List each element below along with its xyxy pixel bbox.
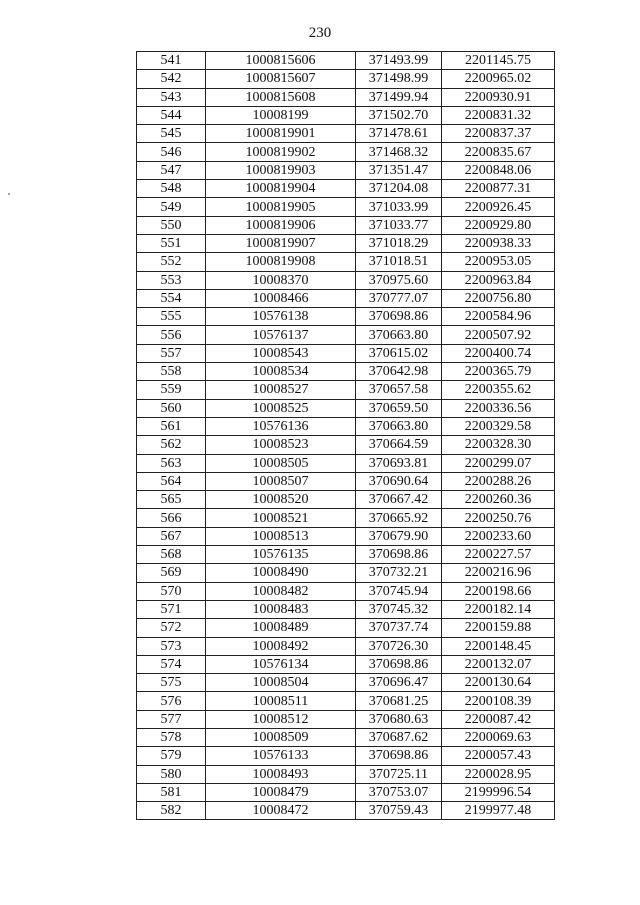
y-coordinate-cell: 2200328.30	[442, 436, 555, 454]
row-index-cell: 547	[137, 161, 206, 179]
table-row	[137, 399, 555, 417]
y-coordinate-cell: 2200148.45	[442, 637, 555, 655]
x-coordinate-cell: 370745.32	[356, 600, 442, 618]
point-id-cell: 10576133	[206, 747, 356, 765]
table-row	[137, 674, 555, 692]
point-id-cell: 10008509	[206, 728, 356, 746]
table-row	[137, 161, 555, 179]
x-coordinate-cell: 370615.02	[356, 344, 442, 362]
table-row	[137, 125, 555, 143]
point-id-cell: 10008489	[206, 619, 356, 637]
table-row	[137, 783, 555, 801]
row-index-cell: 541	[137, 52, 206, 70]
row-index-cell: 549	[137, 198, 206, 216]
row-index-cell: 545	[137, 125, 206, 143]
table-row	[137, 344, 555, 362]
row-index-cell: 568	[137, 546, 206, 564]
point-id-cell: 1000815608	[206, 88, 356, 106]
x-coordinate-cell: 370663.80	[356, 417, 442, 435]
row-index-cell: 569	[137, 564, 206, 582]
row-index-cell: 562	[137, 436, 206, 454]
table-row	[137, 619, 555, 637]
table-row	[137, 802, 555, 820]
y-coordinate-cell: 2200159.88	[442, 619, 555, 637]
y-coordinate-cell: 2200216.96	[442, 564, 555, 582]
point-id-cell: 10008521	[206, 509, 356, 527]
point-id-cell: 10008525	[206, 399, 356, 417]
y-coordinate-cell: 2200233.60	[442, 527, 555, 545]
point-id-cell: 10576138	[206, 308, 356, 326]
row-index-cell: 564	[137, 472, 206, 490]
y-coordinate-cell: 2200108.39	[442, 692, 555, 710]
table-row	[137, 88, 555, 106]
point-id-cell: 10008507	[206, 472, 356, 490]
table-row	[137, 527, 555, 545]
table-row	[137, 363, 555, 381]
coordinates-table-body	[137, 52, 555, 820]
point-id-cell: 10008511	[206, 692, 356, 710]
row-index-cell: 578	[137, 728, 206, 746]
table-row	[137, 271, 555, 289]
x-coordinate-cell: 370696.47	[356, 674, 442, 692]
table-row	[137, 180, 555, 198]
y-coordinate-cell: 2199977.48	[442, 802, 555, 820]
table-row	[137, 692, 555, 710]
coordinates-table	[136, 51, 555, 820]
point-id-cell: 10008492	[206, 637, 356, 655]
y-coordinate-cell: 2200182.14	[442, 600, 555, 618]
x-coordinate-cell: 370745.94	[356, 582, 442, 600]
x-coordinate-cell: 370698.86	[356, 546, 442, 564]
x-coordinate-cell: 370663.80	[356, 326, 442, 344]
x-coordinate-cell: 370693.81	[356, 454, 442, 472]
y-coordinate-cell: 2200926.45	[442, 198, 555, 216]
table-row	[137, 198, 555, 216]
row-index-cell: 571	[137, 600, 206, 618]
table-row	[137, 143, 555, 161]
table-row	[137, 637, 555, 655]
scan-speck	[8, 193, 10, 195]
row-index-cell: 550	[137, 216, 206, 234]
point-id-cell: 10008466	[206, 289, 356, 307]
table-row	[137, 381, 555, 399]
table-row	[137, 747, 555, 765]
point-id-cell: 10008523	[206, 436, 356, 454]
x-coordinate-cell: 370753.07	[356, 783, 442, 801]
point-id-cell: 10008513	[206, 527, 356, 545]
table-row	[137, 564, 555, 582]
x-coordinate-cell: 370737.74	[356, 619, 442, 637]
row-index-cell: 561	[137, 417, 206, 435]
point-id-cell: 10008483	[206, 600, 356, 618]
point-id-cell: 1000819902	[206, 143, 356, 161]
table-row	[137, 417, 555, 435]
row-index-cell: 555	[137, 308, 206, 326]
x-coordinate-cell: 370777.07	[356, 289, 442, 307]
y-coordinate-cell: 2200837.37	[442, 125, 555, 143]
y-coordinate-cell: 2200069.63	[442, 728, 555, 746]
row-index-cell: 552	[137, 253, 206, 271]
y-coordinate-cell: 2200130.64	[442, 674, 555, 692]
y-coordinate-cell: 2200288.26	[442, 472, 555, 490]
table-row	[137, 655, 555, 673]
y-coordinate-cell: 2200953.05	[442, 253, 555, 271]
row-index-cell: 565	[137, 491, 206, 509]
row-index-cell: 543	[137, 88, 206, 106]
x-coordinate-cell: 370659.50	[356, 399, 442, 417]
x-coordinate-cell: 371502.70	[356, 106, 442, 124]
x-coordinate-cell: 371033.99	[356, 198, 442, 216]
x-coordinate-cell: 371033.77	[356, 216, 442, 234]
x-coordinate-cell: 370698.86	[356, 308, 442, 326]
y-coordinate-cell: 2200963.84	[442, 271, 555, 289]
table-row	[137, 710, 555, 728]
table-row	[137, 582, 555, 600]
row-index-cell: 573	[137, 637, 206, 655]
y-coordinate-cell: 2200930.91	[442, 88, 555, 106]
point-id-cell: 1000819907	[206, 234, 356, 252]
point-id-cell: 10576136	[206, 417, 356, 435]
row-index-cell: 559	[137, 381, 206, 399]
table-row	[137, 234, 555, 252]
x-coordinate-cell: 370667.42	[356, 491, 442, 509]
table-row	[137, 70, 555, 88]
table-row	[137, 308, 555, 326]
point-id-cell: 10008505	[206, 454, 356, 472]
x-coordinate-cell: 371499.94	[356, 88, 442, 106]
y-coordinate-cell: 2200028.95	[442, 765, 555, 783]
y-coordinate-cell: 2200250.76	[442, 509, 555, 527]
point-id-cell: 1000819903	[206, 161, 356, 179]
x-coordinate-cell: 371018.29	[356, 234, 442, 252]
row-index-cell: 553	[137, 271, 206, 289]
row-index-cell: 567	[137, 527, 206, 545]
row-index-cell: 582	[137, 802, 206, 820]
y-coordinate-cell: 2200831.32	[442, 106, 555, 124]
table-row	[137, 491, 555, 509]
row-index-cell: 566	[137, 509, 206, 527]
x-coordinate-cell: 370642.98	[356, 363, 442, 381]
x-coordinate-cell: 370759.43	[356, 802, 442, 820]
row-index-cell: 580	[137, 765, 206, 783]
row-index-cell: 570	[137, 582, 206, 600]
row-index-cell: 542	[137, 70, 206, 88]
point-id-cell: 1000815606	[206, 52, 356, 70]
table-row	[137, 472, 555, 490]
row-index-cell: 551	[137, 234, 206, 252]
y-coordinate-cell: 2200329.58	[442, 417, 555, 435]
row-index-cell: 546	[137, 143, 206, 161]
row-index-cell: 574	[137, 655, 206, 673]
table-row	[137, 728, 555, 746]
y-coordinate-cell: 2200260.36	[442, 491, 555, 509]
table-row	[137, 289, 555, 307]
y-coordinate-cell: 2200132.07	[442, 655, 555, 673]
table-row	[137, 253, 555, 271]
point-id-cell: 10008370	[206, 271, 356, 289]
row-index-cell: 577	[137, 710, 206, 728]
table-row	[137, 216, 555, 234]
point-id-cell: 10008534	[206, 363, 356, 381]
table-row	[137, 436, 555, 454]
point-id-cell: 10008472	[206, 802, 356, 820]
y-coordinate-cell: 2200929.80	[442, 216, 555, 234]
row-index-cell: 554	[137, 289, 206, 307]
y-coordinate-cell: 2200835.67	[442, 143, 555, 161]
table-row	[137, 546, 555, 564]
table-row	[137, 509, 555, 527]
x-coordinate-cell: 370690.64	[356, 472, 442, 490]
y-coordinate-cell: 2200365.79	[442, 363, 555, 381]
y-coordinate-cell: 2200198.66	[442, 582, 555, 600]
table-row	[137, 454, 555, 472]
x-coordinate-cell: 370698.86	[356, 747, 442, 765]
y-coordinate-cell: 2200507.92	[442, 326, 555, 344]
x-coordinate-cell: 371498.99	[356, 70, 442, 88]
y-coordinate-cell: 2200336.56	[442, 399, 555, 417]
y-coordinate-cell: 2200848.06	[442, 161, 555, 179]
point-id-cell: 10008512	[206, 710, 356, 728]
x-coordinate-cell: 370664.59	[356, 436, 442, 454]
point-id-cell: 1000819908	[206, 253, 356, 271]
x-coordinate-cell: 370665.92	[356, 509, 442, 527]
row-index-cell: 560	[137, 399, 206, 417]
row-index-cell: 576	[137, 692, 206, 710]
point-id-cell: 10576134	[206, 655, 356, 673]
table-row	[137, 326, 555, 344]
row-index-cell: 572	[137, 619, 206, 637]
x-coordinate-cell: 370975.60	[356, 271, 442, 289]
row-index-cell: 558	[137, 363, 206, 381]
y-coordinate-cell: 2200400.74	[442, 344, 555, 362]
x-coordinate-cell: 370687.62	[356, 728, 442, 746]
point-id-cell: 1000819901	[206, 125, 356, 143]
y-coordinate-cell: 2200756.80	[442, 289, 555, 307]
point-id-cell: 10008493	[206, 765, 356, 783]
x-coordinate-cell: 371478.61	[356, 125, 442, 143]
row-index-cell: 557	[137, 344, 206, 362]
point-id-cell: 10008479	[206, 783, 356, 801]
row-index-cell: 575	[137, 674, 206, 692]
page-number: 230	[308, 25, 332, 41]
point-id-cell: 10008504	[206, 674, 356, 692]
point-id-cell: 1000819906	[206, 216, 356, 234]
y-coordinate-cell: 2200584.96	[442, 308, 555, 326]
point-id-cell: 10576135	[206, 546, 356, 564]
y-coordinate-cell: 2200057.43	[442, 747, 555, 765]
row-index-cell: 581	[137, 783, 206, 801]
x-coordinate-cell: 371204.08	[356, 180, 442, 198]
x-coordinate-cell: 370732.21	[356, 564, 442, 582]
point-id-cell: 10008527	[206, 381, 356, 399]
point-id-cell: 10008199	[206, 106, 356, 124]
x-coordinate-cell: 371468.32	[356, 143, 442, 161]
x-coordinate-cell: 370726.30	[356, 637, 442, 655]
point-id-cell: 10008543	[206, 344, 356, 362]
row-index-cell: 563	[137, 454, 206, 472]
y-coordinate-cell: 2199996.54	[442, 783, 555, 801]
y-coordinate-cell: 2200877.31	[442, 180, 555, 198]
x-coordinate-cell: 371493.99	[356, 52, 442, 70]
y-coordinate-cell: 2200227.57	[442, 546, 555, 564]
point-id-cell: 1000819904	[206, 180, 356, 198]
x-coordinate-cell: 371018.51	[356, 253, 442, 271]
y-coordinate-cell: 2200965.02	[442, 70, 555, 88]
y-coordinate-cell: 2201145.75	[442, 52, 555, 70]
y-coordinate-cell: 2200355.62	[442, 381, 555, 399]
x-coordinate-cell: 370679.90	[356, 527, 442, 545]
row-index-cell: 544	[137, 106, 206, 124]
row-index-cell: 579	[137, 747, 206, 765]
y-coordinate-cell: 2200299.07	[442, 454, 555, 472]
row-index-cell: 548	[137, 180, 206, 198]
point-id-cell: 10008520	[206, 491, 356, 509]
point-id-cell: 10576137	[206, 326, 356, 344]
y-coordinate-cell: 2200087.42	[442, 710, 555, 728]
row-index-cell: 556	[137, 326, 206, 344]
table-row	[137, 765, 555, 783]
x-coordinate-cell: 370657.58	[356, 381, 442, 399]
x-coordinate-cell: 370698.86	[356, 655, 442, 673]
x-coordinate-cell: 370725.11	[356, 765, 442, 783]
x-coordinate-cell: 370681.25	[356, 692, 442, 710]
point-id-cell: 10008490	[206, 564, 356, 582]
table-row	[137, 600, 555, 618]
point-id-cell: 1000819905	[206, 198, 356, 216]
table-row	[137, 52, 555, 70]
x-coordinate-cell: 371351.47	[356, 161, 442, 179]
point-id-cell: 10008482	[206, 582, 356, 600]
x-coordinate-cell: 370680.63	[356, 710, 442, 728]
table-row	[137, 106, 555, 124]
point-id-cell: 1000815607	[206, 70, 356, 88]
y-coordinate-cell: 2200938.33	[442, 234, 555, 252]
